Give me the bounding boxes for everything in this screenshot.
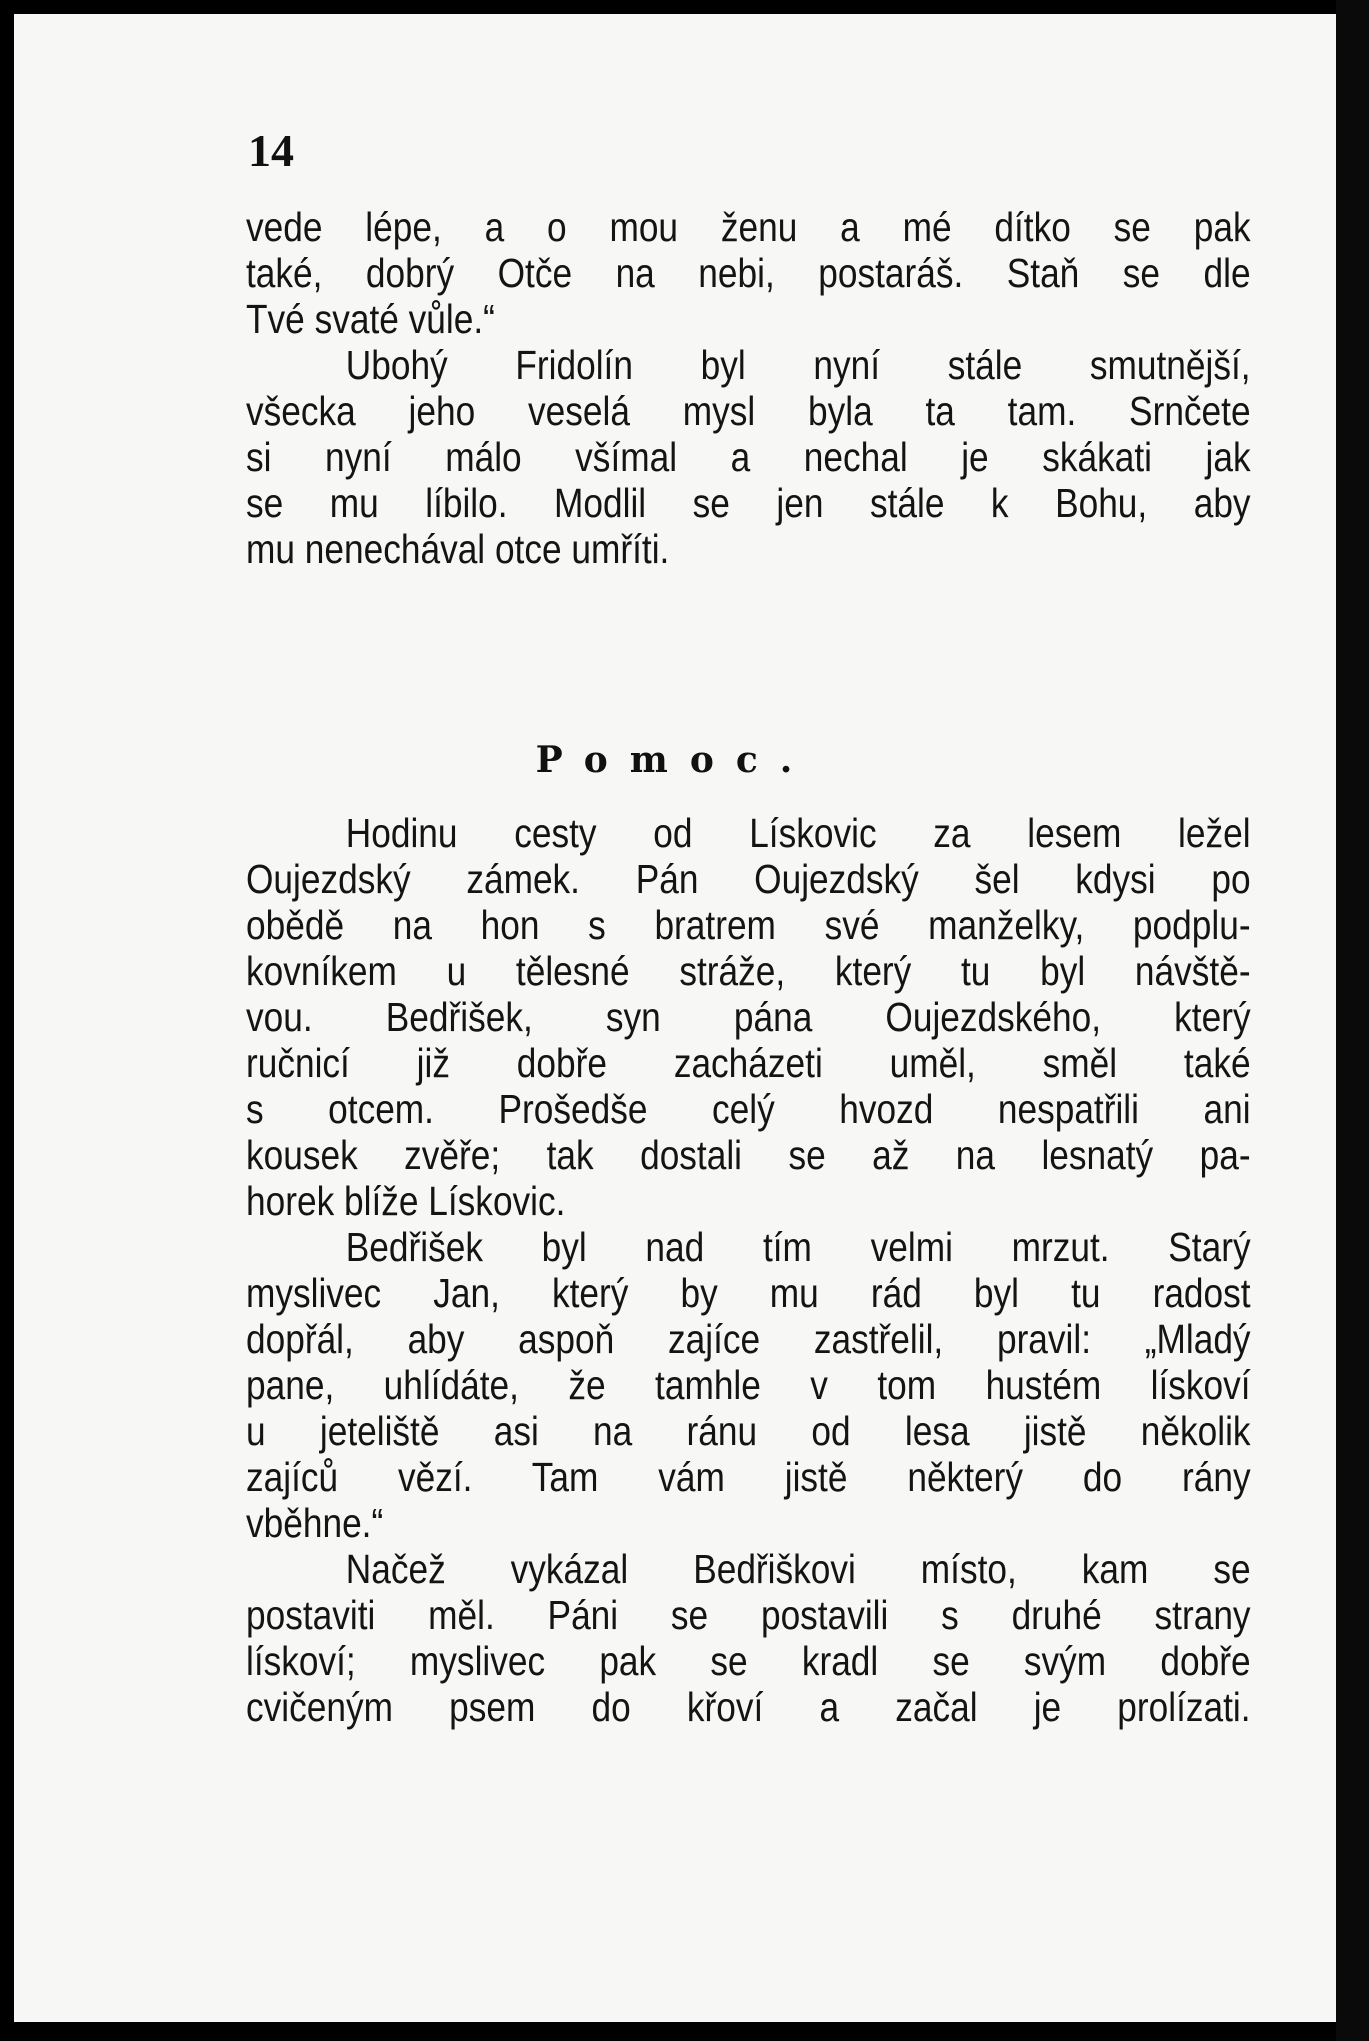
text-line: dopřál, aby aspoň zajíce zastřelil, pravil: „Mladý — [246, 1316, 1251, 1362]
text-line: Tvé svaté vůle.“ — [246, 296, 495, 342]
section-heading: Pomoc. — [535, 739, 815, 781]
text-line: kovníkem u tělesné stráže, který tu byl návště- — [246, 948, 1251, 994]
text-line: si nyní málo všímal a nechal je skákati jak — [246, 434, 1251, 480]
text-line: kousek zvěře; tak dostali se až na lesnatý pa- — [246, 1132, 1251, 1178]
text-line: cvičeným psem do křoví a začal je prolízati. — [246, 1684, 1251, 1730]
text-line: Ubohý Fridolín byl nyní stále smutnější, — [345, 342, 1251, 388]
text-line: všecka jeho veselá mysl byla ta tam. Srnčete — [246, 388, 1251, 434]
book-page — [14, 14, 1336, 2022]
text-line: vou. Bedřišek, syn pána Oujezdského, který — [246, 994, 1251, 1040]
text-line: pane, uhlídáte, že tamhle v tom hustém lískoví — [246, 1362, 1251, 1408]
text-line: zajíců vězí. Tam vám jistě některý do rány — [246, 1454, 1251, 1500]
text-line: obědě na hon s bratrem své manželky, podplu- — [246, 902, 1251, 948]
text-line: mu nenechával otce umříti. — [246, 526, 670, 572]
text-line: se mu líbilo. Modlil se jen stále k Bohu, aby — [246, 480, 1251, 526]
text-line: postaviti měl. Páni se postavili s druhé strany — [246, 1592, 1251, 1638]
text-block-bottom — [246, 810, 1253, 1730]
text-line: horek blíže Lískovic. — [246, 1178, 566, 1224]
text-line: vede lépe, a o mou ženu a mé dítko se pak — [246, 204, 1251, 250]
text-line: lískoví; myslivec pak se kradl se svým dobře — [246, 1638, 1251, 1684]
text-line: Hodinu cesty od Lískovic za lesem ležel — [345, 810, 1251, 856]
text-line: také, dobrý Otče na nebi, postaráš. Staň se dle — [246, 250, 1251, 296]
page-number: 14 — [248, 125, 294, 176]
scan-edge — [1336, 0, 1369, 2041]
text-line: vběhne.“ — [246, 1500, 384, 1546]
text-line: myslivec Jan, který by mu rád byl tu radost — [246, 1270, 1251, 1316]
text-line: u jeteliště asi na ránu od lesa jistě několik — [246, 1408, 1251, 1454]
text-line: Bedřišek byl nad tím velmi mrzut. Starý — [345, 1224, 1251, 1270]
text-line: Oujezdský zámek. Pán Oujezdský šel kdysi po — [246, 856, 1251, 902]
text-line: Načež vykázal Bedřiškovi místo, kam se — [345, 1546, 1251, 1592]
text-line: s otcem. Prošedše celý hvozd nespatřili ani — [246, 1086, 1251, 1132]
text-block-top — [246, 204, 1253, 572]
text-line: ručnicí již dobře zacházeti uměl, směl také — [246, 1040, 1251, 1086]
